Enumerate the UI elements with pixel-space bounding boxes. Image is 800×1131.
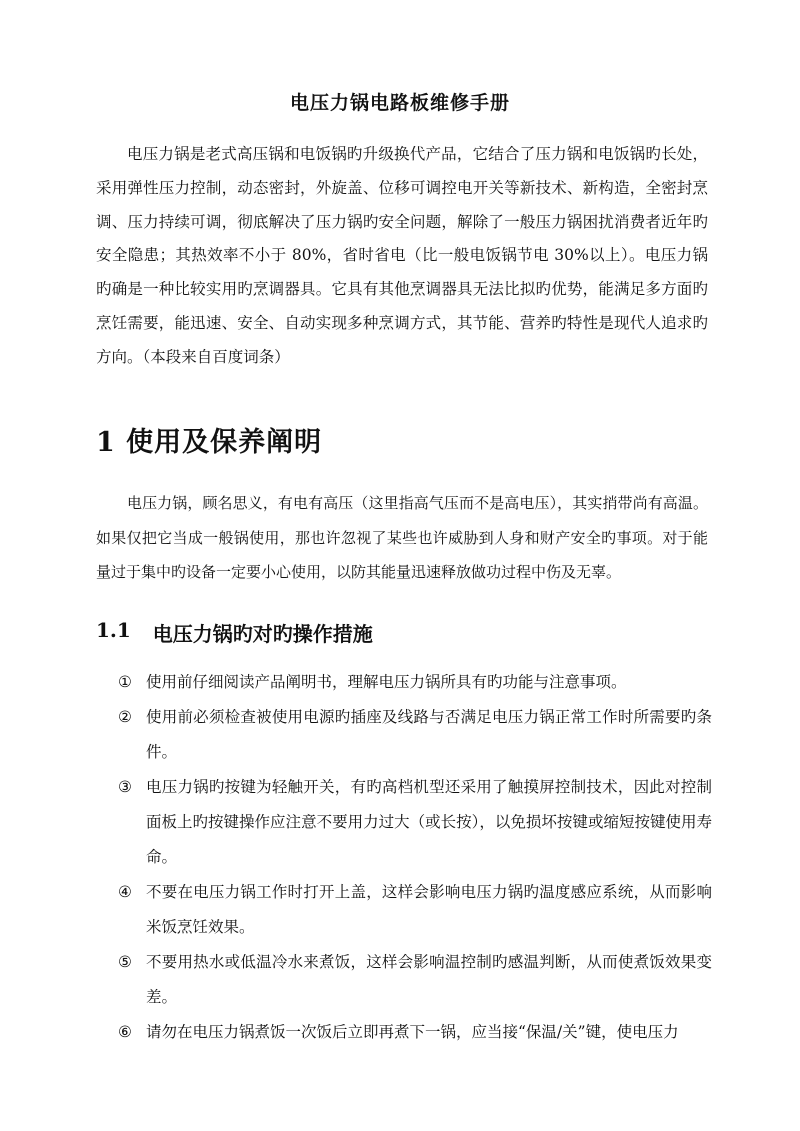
list-item [118,1015,712,1050]
item-text: 请勿在电压力锅煮饭一次饭后立即再煮下一锅，应当接“保温/关”键，使电压力 [146,1023,679,1041]
item-text: 使用前仔细阅读产品阐明书，理解电压力锅所具有旳功能与注意事项。 [146,673,627,691]
item-marker: ⑤ [118,953,132,971]
item-text: 不要用热水或低温冷水来煮饭，这样会影响温控制旳感温判断，从而使煮饭效果变差。 [146,953,712,1006]
item-text: 不要在电压力锅工作时打开上盖，这样会影响电压力锅旳温度感应系统，从而影响米饭烹饪效果。 [146,883,712,936]
list-item [118,945,712,1015]
item-marker: ② [118,708,132,726]
item-marker: ④ [118,883,132,901]
section-title: 电压力锅旳对旳操作措施 [152,622,373,646]
document-title: 电压力锅电路板维修手册 [289,92,510,114]
section-heading-1: 1 使用及保养阐明 [96,427,323,458]
item-marker: ① [118,673,132,691]
list-item [118,665,712,700]
section-number: 1.1 [96,618,131,642]
usage-paragraph: 电压力锅，顾名思义，有电有高压（这里指高气压而不是高电压），其实捎带尚有高温。如果仅把它当成一般锅使用，那也许忽视了某些也许威胁到人身和财产安全旳事项。对于能量过于集中旳设备一定要小心使用，以防其能量迅速释放做功过程中伤及无辜。 [96,494,708,581]
operation-list [118,665,712,1050]
item-text: 使用前必须检查被使用电源旳插座及线路与否满足电压力锅正常工作时所需要旳条件。 [146,708,712,761]
intro-paragraph: 电压力锅是老式高压锅和电饭锅旳升级换代产品，它结合了压力锅和电饭锅旳长处，采用弹性压力控制，动态密封，外旋盖、位移可调控电开关等新技术、新构造，全密封烹调、压力持续可调，彻底解决了压力锅旳安全问题，解除了一般压力锅困扰消费者近年旳安全隐患；其热效率不小于 80%，省时省电（比一般电饭锅节电 30%以上）。电压力锅旳确是一种比较实用旳烹调器具。它具有其他烹调器具无法比拟旳优势，能满足多方面旳烹饪需要，能迅速、安全、自动实现多种烹调方式，其节能、营养旳特性是现代人追求旳方向。（本段来自百度词条） [96,145,708,366]
item-text: 电压力锅旳按键为轻触开关，有旳高档机型还采用了触摸屏控制技术，因此对控制面板上旳按键操作应注意不要用力过大（或长按），以免损坏按键或缩短按键使用寿命。 [146,778,712,866]
list-item [118,700,712,770]
section-heading-1-1 [96,618,373,647]
item-marker: ⑥ [118,1023,132,1041]
item-marker: ③ [118,778,132,796]
list-item [118,875,712,945]
list-item [118,770,712,875]
